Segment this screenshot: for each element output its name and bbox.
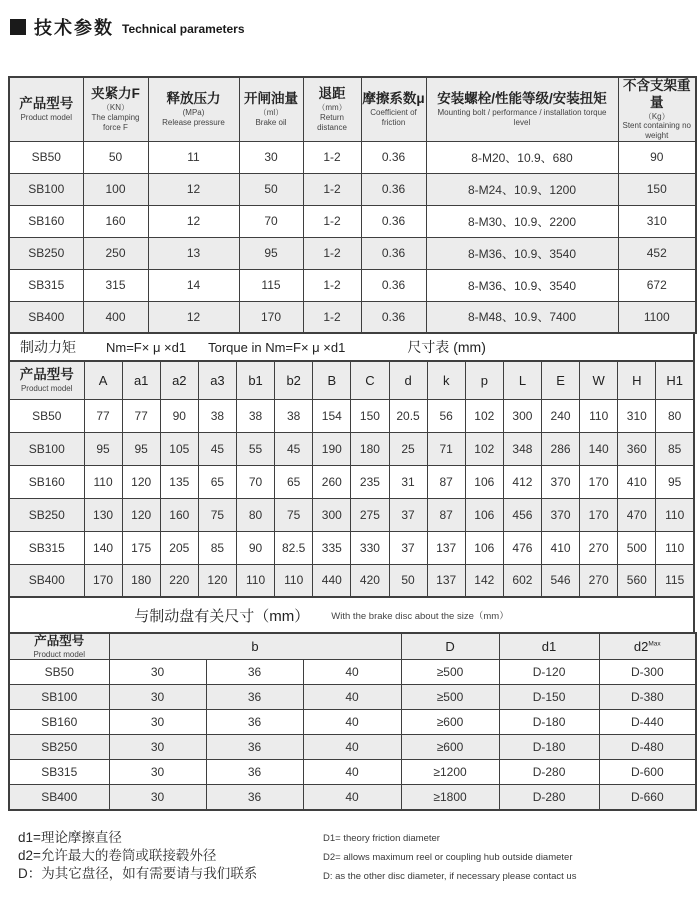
value-cell: 300 (503, 399, 541, 432)
model-cell: SB315 (9, 531, 84, 564)
model-cell: SB250 (9, 735, 109, 760)
model-cell: SB100 (9, 685, 109, 710)
value-cell: 0.36 (361, 301, 426, 333)
value-cell: 205 (160, 531, 198, 564)
value-cell: 142 (465, 564, 503, 597)
column-header-A: A (84, 361, 122, 399)
value-cell: 286 (542, 432, 580, 465)
value-cell: ≥1200 (401, 760, 499, 785)
value-cell: 14 (148, 269, 239, 301)
value-cell: 120 (198, 564, 236, 597)
table-row (9, 660, 696, 685)
model-cell: SB100 (9, 173, 83, 205)
technical-parameters-table (8, 76, 697, 334)
value-cell: 260 (313, 465, 351, 498)
value-cell: D-600 (599, 760, 696, 785)
value-cell: D-150 (499, 685, 599, 710)
value-cell: 310 (618, 205, 696, 237)
value-cell: 50 (389, 564, 427, 597)
value-cell: 65 (275, 465, 313, 498)
value-cell: 102 (465, 432, 503, 465)
table-row (9, 432, 694, 465)
value-cell: 70 (237, 465, 275, 498)
table-row (9, 564, 694, 597)
column-header-product-model: 产品型号 Product model (9, 361, 84, 399)
column-header-p: p (465, 361, 503, 399)
value-cell: 602 (503, 564, 541, 597)
page-title (10, 14, 700, 40)
model-cell: SB400 (9, 301, 83, 333)
table-row (9, 399, 694, 432)
value-cell: 8-M30、10.9、2200 (426, 205, 618, 237)
value-cell: D-380 (599, 685, 696, 710)
value-cell: 270 (580, 564, 618, 597)
tables-container (8, 76, 695, 886)
column-header-stent-weight: 不含支架重量 （Kg） Stent containing no weight (618, 77, 696, 141)
value-cell: 160 (160, 498, 198, 531)
column-header-d: d (389, 361, 427, 399)
value-cell: 170 (239, 301, 303, 333)
value-cell: 410 (542, 531, 580, 564)
footnote-d2-zh: d2=允许最大的卷筒或联接毂外径 (18, 847, 217, 863)
model-cell: SB160 (9, 710, 109, 735)
value-cell: 90 (618, 141, 696, 173)
model-cell: SB50 (9, 660, 109, 685)
value-cell: D-440 (599, 710, 696, 735)
column-header-E: E (542, 361, 580, 399)
value-cell: ≥1800 (401, 785, 499, 810)
value-cell: 1-2 (303, 173, 361, 205)
value-cell: 87 (427, 498, 465, 531)
model-cell: SB250 (9, 498, 84, 531)
value-cell: 560 (618, 564, 656, 597)
model-cell: SB400 (9, 564, 84, 597)
value-cell: 452 (618, 237, 696, 269)
value-cell: 300 (313, 498, 351, 531)
value-cell: 400 (83, 301, 148, 333)
model-cell: SB315 (9, 760, 109, 785)
value-cell: 106 (465, 465, 503, 498)
column-header-d2-max: $d2^{Max}$ (599, 633, 696, 660)
table-row (9, 141, 696, 173)
value-cell: 82.5 (275, 531, 313, 564)
value-cell: 11 (148, 141, 239, 173)
value-cell: 370 (542, 465, 580, 498)
page-title-en: Technical parameters (122, 21, 245, 36)
footnote-d2-en: D2= allows maximum reel or coupling hub outside diameter (323, 851, 573, 863)
value-cell: 20.5 (389, 399, 427, 432)
value-cell: 115 (239, 269, 303, 301)
value-cell: 1100 (618, 301, 696, 333)
value-cell: 1-2 (303, 205, 361, 237)
value-cell: 456 (503, 498, 541, 531)
value-cell: 12 (148, 173, 239, 205)
value-cell: 77 (84, 399, 122, 432)
value-cell: 36 (206, 685, 303, 710)
value-cell: 310 (618, 399, 656, 432)
value-cell: 71 (427, 432, 465, 465)
value-cell: 315 (83, 269, 148, 301)
black-square-bullet-icon (10, 19, 26, 35)
brake-disc-title-en: With the brake disc about the size（mm） (331, 611, 509, 623)
torque-formula: Nm=F× μ ×d1 (106, 339, 187, 355)
value-cell: 0.36 (361, 173, 426, 205)
brake-disc-section-title (8, 596, 695, 634)
value-cell: 8-M48、10.9、7400 (426, 301, 618, 333)
value-cell: 190 (313, 432, 351, 465)
brake-disc-dimensions-table (8, 632, 697, 811)
column-header-a3: a3 (198, 361, 236, 399)
value-cell: D-280 (499, 785, 599, 810)
value-cell: 150 (618, 173, 696, 205)
value-cell: 40 (303, 785, 401, 810)
value-cell: 412 (503, 465, 541, 498)
column-header-b2: b2 (275, 361, 313, 399)
value-cell: 75 (275, 498, 313, 531)
value-cell: 150 (351, 399, 389, 432)
value-cell: 110 (656, 498, 694, 531)
value-cell: 40 (303, 710, 401, 735)
footnote-d1-zh: d1=理论摩擦直径 (18, 829, 122, 845)
value-cell: 36 (206, 760, 303, 785)
value-cell: 12 (148, 301, 239, 333)
column-header-H: H (618, 361, 656, 399)
value-cell: 30 (109, 660, 206, 685)
value-cell: 25 (389, 432, 427, 465)
value-cell: 102 (465, 399, 503, 432)
value-cell: 175 (122, 531, 160, 564)
value-cell: 87 (427, 465, 465, 498)
value-cell: 40 (303, 685, 401, 710)
column-header-release-pressure: 释放压力 (MPa) Release pressure (148, 77, 239, 141)
table-row (9, 735, 696, 760)
value-cell: 37 (389, 498, 427, 531)
value-cell: 137 (427, 531, 465, 564)
value-cell: 40 (303, 660, 401, 685)
d2-max-superscript: Max (648, 640, 661, 648)
footnote-D-zh: D：为其它盘径，如有需要请与我们联系 (18, 865, 258, 881)
column-header-d1: d1 (499, 633, 599, 660)
value-cell: 80 (237, 498, 275, 531)
value-cell: D-180 (499, 735, 599, 760)
value-cell: 65 (198, 465, 236, 498)
page-title-zh: 技术参数 (34, 18, 114, 38)
value-cell: 36 (206, 710, 303, 735)
value-cell: 140 (580, 432, 618, 465)
value-cell: 220 (160, 564, 198, 597)
table-row (9, 205, 696, 237)
value-cell: 90 (237, 531, 275, 564)
model-cell: SB160 (9, 465, 84, 498)
table3-header-row (9, 633, 696, 660)
torque-formula-band (8, 332, 695, 362)
value-cell: 672 (618, 269, 696, 301)
value-cell: D-180 (499, 710, 599, 735)
table-row (9, 785, 696, 810)
value-cell: D-280 (499, 760, 599, 785)
value-cell: 0.36 (361, 205, 426, 237)
technical-parameters-page (0, 14, 700, 912)
model-cell: SB100 (9, 432, 84, 465)
value-cell: 30 (239, 141, 303, 173)
value-cell: 106 (465, 531, 503, 564)
value-cell: 270 (580, 531, 618, 564)
value-cell: 330 (351, 531, 389, 564)
value-cell: 335 (313, 531, 351, 564)
value-cell: 85 (198, 531, 236, 564)
value-cell: ≥500 (401, 660, 499, 685)
column-header-B: B (313, 361, 351, 399)
value-cell: 0.36 (361, 269, 426, 301)
value-cell: ≥600 (401, 710, 499, 735)
value-cell: D-660 (599, 785, 696, 810)
column-header-product-model: 产品型号 Product model (9, 77, 83, 141)
value-cell: 36 (206, 785, 303, 810)
value-cell: 105 (160, 432, 198, 465)
table-row (9, 685, 696, 710)
table-row (9, 498, 694, 531)
value-cell: 240 (542, 399, 580, 432)
value-cell: 170 (580, 498, 618, 531)
value-cell: 55 (237, 432, 275, 465)
value-cell: 470 (618, 498, 656, 531)
value-cell: 80 (656, 399, 694, 432)
table-row (9, 710, 696, 735)
model-cell: SB315 (9, 269, 83, 301)
value-cell: 8-M36、10.9、3540 (426, 237, 618, 269)
footnotes (8, 829, 695, 886)
column-header-C: C (351, 361, 389, 399)
column-header-b1: b1 (237, 361, 275, 399)
value-cell: 50 (83, 141, 148, 173)
model-cell: SB50 (9, 141, 83, 173)
value-cell: 440 (313, 564, 351, 597)
value-cell: 90 (160, 399, 198, 432)
table-row (9, 237, 696, 269)
value-cell: 0.36 (361, 237, 426, 269)
value-cell: 546 (542, 564, 580, 597)
column-header-return-distance: 退距 （mm） Return distance (303, 77, 361, 141)
value-cell: 500 (618, 531, 656, 564)
value-cell: 38 (275, 399, 313, 432)
value-cell: 1-2 (303, 269, 361, 301)
column-header-H1: H1 (656, 361, 694, 399)
column-header-product-model: 产品型号 Product model (9, 633, 109, 660)
value-cell: 37 (389, 531, 427, 564)
value-cell: ≥500 (401, 685, 499, 710)
value-cell: 8-M20、10.9、680 (426, 141, 618, 173)
value-cell: 275 (351, 498, 389, 531)
value-cell: 115 (656, 564, 694, 597)
value-cell: ≥600 (401, 735, 499, 760)
value-cell: 137 (427, 564, 465, 597)
value-cell: 45 (198, 432, 236, 465)
value-cell: 160 (83, 205, 148, 237)
value-cell: 110 (237, 564, 275, 597)
torque-label-zh: 制动力矩 (20, 339, 76, 356)
column-header-a1: a1 (122, 361, 160, 399)
value-cell: 36 (206, 735, 303, 760)
value-cell: 420 (351, 564, 389, 597)
value-cell: 30 (109, 710, 206, 735)
column-header-L: L (503, 361, 541, 399)
value-cell: 95 (656, 465, 694, 498)
value-cell: 77 (122, 399, 160, 432)
value-cell: 1-2 (303, 141, 361, 173)
value-cell: 170 (580, 465, 618, 498)
value-cell: 235 (351, 465, 389, 498)
value-cell: 250 (83, 237, 148, 269)
value-cell: 100 (83, 173, 148, 205)
value-cell: 56 (427, 399, 465, 432)
value-cell: 348 (503, 432, 541, 465)
value-cell: 120 (122, 498, 160, 531)
value-cell: 0.36 (361, 141, 426, 173)
value-cell: 36 (206, 660, 303, 685)
value-cell: 120 (122, 465, 160, 498)
column-header-W: W (580, 361, 618, 399)
dimension-table-label: 尺寸表 (mm) (407, 339, 486, 356)
value-cell: D-480 (599, 735, 696, 760)
value-cell: 110 (656, 531, 694, 564)
value-cell: 8-M36、10.9、3540 (426, 269, 618, 301)
value-cell: 140 (84, 531, 122, 564)
column-header-k: k (427, 361, 465, 399)
model-cell: SB50 (9, 399, 84, 432)
value-cell: 180 (122, 564, 160, 597)
value-cell: 135 (160, 465, 198, 498)
value-cell: 38 (237, 399, 275, 432)
column-header-brake-oil: 开闸油量 （ml） Brake oil (239, 77, 303, 141)
value-cell: 31 (389, 465, 427, 498)
value-cell: 30 (109, 760, 206, 785)
value-cell: 13 (148, 237, 239, 269)
footnote-d1-en: D1= theory friction diameter (323, 832, 440, 844)
table-row (9, 531, 694, 564)
table-row (9, 301, 696, 333)
value-cell: 1-2 (303, 301, 361, 333)
column-header-clamping-force: 夹紧力F （KN） The clamping force F (83, 77, 148, 141)
value-cell: 110 (84, 465, 122, 498)
value-cell: 40 (303, 735, 401, 760)
column-header-mounting-bolt: 安装螺栓/性能等级/安装扭矩 Mounting bolt / performance / installation torque level (426, 77, 618, 141)
value-cell: 30 (109, 735, 206, 760)
value-cell: 110 (275, 564, 313, 597)
footnotes-en (323, 829, 576, 886)
value-cell: 106 (465, 498, 503, 531)
value-cell: 38 (198, 399, 236, 432)
column-header-b: b (109, 633, 401, 660)
column-header-a2: a2 (160, 361, 198, 399)
model-cell: SB400 (9, 785, 109, 810)
value-cell: 410 (618, 465, 656, 498)
value-cell: 110 (580, 399, 618, 432)
value-cell: 12 (148, 205, 239, 237)
value-cell: 130 (84, 498, 122, 531)
table1-header-row (9, 77, 696, 141)
model-cell: SB250 (9, 237, 83, 269)
value-cell: 50 (239, 173, 303, 205)
value-cell: 95 (84, 432, 122, 465)
value-cell: 70 (239, 205, 303, 237)
table-row (9, 465, 694, 498)
value-cell: 360 (618, 432, 656, 465)
footnote-D-en: D: as the other disc diameter, if necessary please contact us (323, 870, 577, 882)
model-cell: SB160 (9, 205, 83, 237)
value-cell: 30 (109, 785, 206, 810)
dimensions-table (8, 360, 695, 598)
value-cell: 476 (503, 531, 541, 564)
value-cell: D-300 (599, 660, 696, 685)
value-cell: D-120 (499, 660, 599, 685)
value-cell: 85 (656, 432, 694, 465)
value-cell: 370 (542, 498, 580, 531)
value-cell: 1-2 (303, 237, 361, 269)
column-header-D: D (401, 633, 499, 660)
column-header-friction-coefficient: 摩擦系数μ Coefficient of friction (361, 77, 426, 141)
footnotes-zh (18, 829, 318, 886)
value-cell: 40 (303, 760, 401, 785)
table-row (9, 760, 696, 785)
value-cell: 154 (313, 399, 351, 432)
table-row (9, 269, 696, 301)
value-cell: 170 (84, 564, 122, 597)
value-cell: 30 (109, 685, 206, 710)
value-cell: 8-M24、10.9、1200 (426, 173, 618, 205)
table-row (9, 173, 696, 205)
value-cell: 95 (122, 432, 160, 465)
value-cell: 180 (351, 432, 389, 465)
torque-formula-en: Torque in Nm=F× μ ×d1 (208, 339, 346, 355)
table2-header-row (9, 361, 694, 399)
value-cell: 75 (198, 498, 236, 531)
value-cell: 45 (275, 432, 313, 465)
brake-disc-title-zh: 与制动盘有关尺寸（mm） (134, 607, 310, 625)
value-cell: 95 (239, 237, 303, 269)
